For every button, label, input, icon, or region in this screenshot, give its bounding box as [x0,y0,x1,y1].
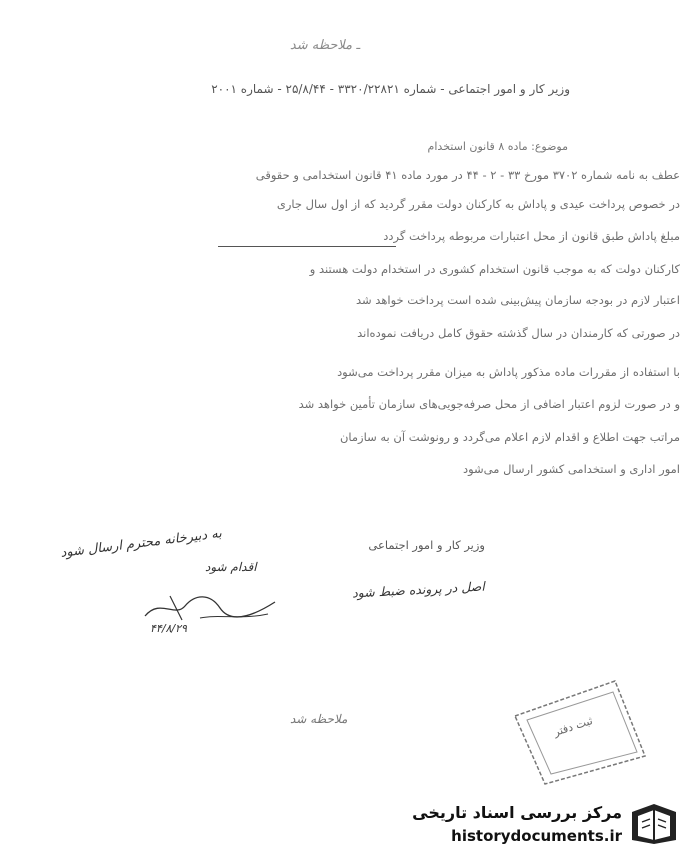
book-logo-icon [628,800,680,848]
body-line: در خصوص پرداخت عیدی و پاداش به کارکنان دولت مقرر گردید که از اول سال جاری [276,197,680,211]
handwritten-note-bottom: ملاحظه شد [290,712,348,726]
body-line: در صورتی که کارمندان در سال گذشته حقوق کامل دریافت نموده‌اند [357,326,680,340]
handwritten-note-left-2: اقدام شود [205,560,257,574]
watermark-name: مرکز بررسی اسناد تاریخی [412,803,622,822]
closing-signature-title: وزیر کار و امور اجتماعی [368,538,485,552]
stamp-text: ثبت دفتر [551,714,595,739]
body-line: مراتب جهت اطلاع و اقدام لازم اعلام می‌گردد و رونوشت آن به سازمان [339,430,680,444]
watermark-site: historydocuments.ir [451,827,622,845]
body-line: اعتبار لازم در بودجه سازمان پیش‌بینی شده است پرداخت خواهد شد [355,293,680,307]
reference-number-line: وزیر کار و امور اجتماعی - شماره ۳۳۲۰/۲۲۸۲۱ - ۲۵/۸/۴۴ - شماره ۲۰۰۱ [211,82,570,96]
body-line: مبلغ پاداش طبق قانون از محل اعتبارات مربوطه پرداخت گردد [383,229,680,243]
handwritten-note-right: اصل در پرونده ضبط شود [351,578,486,601]
handwritten-date: ۴۴/۸/۲۹ [150,622,187,635]
handwritten-underline [218,246,396,247]
document-stamp [505,676,655,790]
body-line: امور اداری و استخدامی کشور ارسال می‌شود [462,462,680,476]
handwritten-note-left: به دبیرخانه محترم ارسال شود [59,526,223,561]
handwritten-signature [140,588,280,628]
body-line: با استفاده از مقررات ماده مذکور پاداش به میزان مقرر پرداخت می‌شود [337,365,680,379]
body-line: کارکنان دولت که به موجب قانون استخدام کشوری در استخدام دولت هستند و [309,262,680,276]
document-subject: موضوع: ماده ۸ قانون استخدام [427,140,568,153]
document-top-heading: ـ ملاحظه شد [289,38,361,53]
body-line: عطف به نامه شماره ۳۷۰۲ مورخ ۳۳ - ۲ - ۴۴ در مورد ماده ۴۱ قانون استخدامی و حقوقی [255,168,680,182]
body-line: و در صورت لزوم اعتبار اضافی از محل صرفه‌جویی‌های سازمان تأمین خواهد شد [298,397,680,411]
